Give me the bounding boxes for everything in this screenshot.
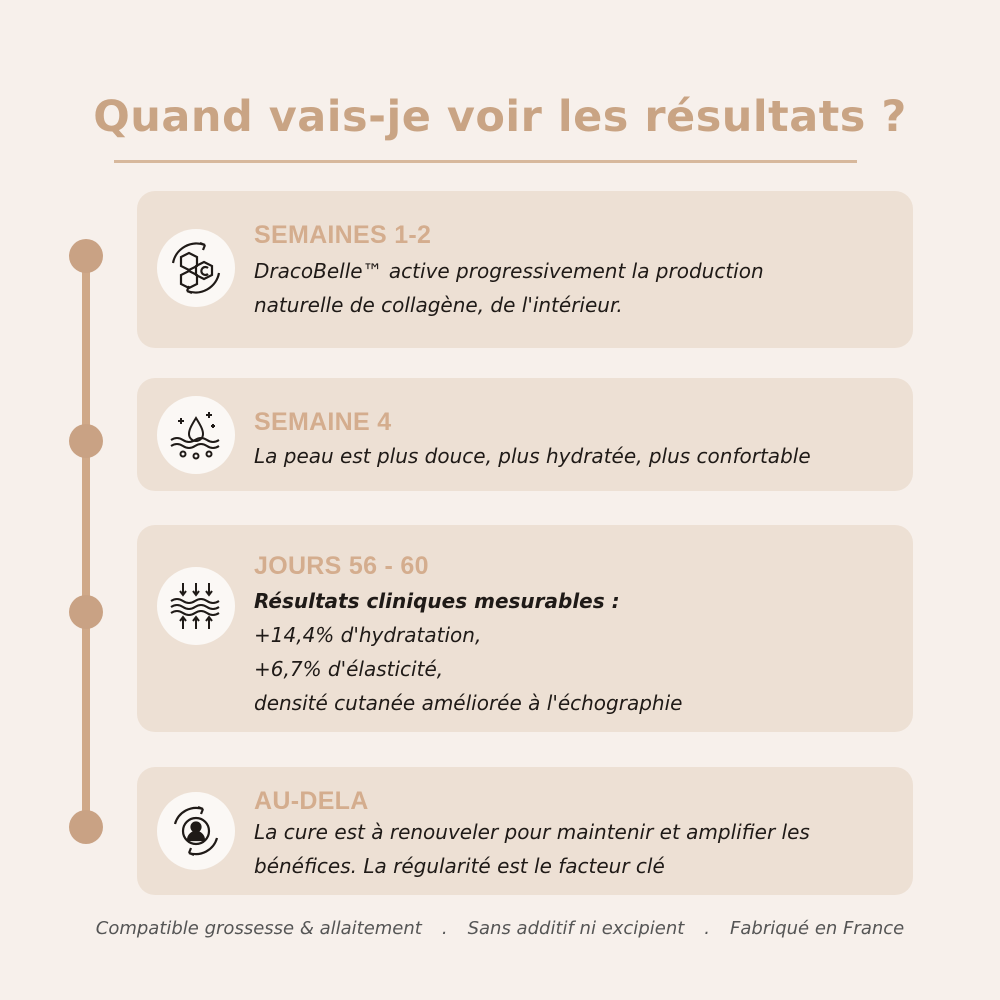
collagen-molecule-icon [157,229,235,307]
card-heading: SEMAINES 1-2 [254,221,432,249]
skin-density-icon [157,567,235,645]
timeline-dot [69,810,103,844]
card-heading: JOURS 56 - 60 [254,552,429,580]
card-heading: SEMAINE 4 [254,408,392,436]
timeline-card-beyond [137,767,913,895]
card-text: La peau est plus douce, plus hydratée, plus confortable [254,444,811,468]
timeline-dot [69,595,103,629]
skin-hydration-icon [157,396,235,474]
card-text: Résultats cliniques mesurables : +14,4% d'hydratation, +6,7% d'élasticité, densité cutanée améliorée à l'échographie [254,589,683,715]
timeline-card-week-4 [137,378,913,491]
card-text: La cure est à renouveler pour maintenir et amplifier les bénéfices. La régularité est le facteur clé [254,820,810,878]
timeline-dot [69,424,103,458]
page-title: Quand vais-je voir les résultats ? [93,92,907,142]
card-text: DracoBelle™ active progressivement la production naturelle de collagène, de l'intérieur. [254,259,764,317]
footer-item: Fabriqué en France [730,918,905,939]
footer-item: Compatible grossesse & allaitement [95,918,422,939]
timeline-dot [69,239,103,273]
timeline-line [82,254,90,828]
timeline-card-days-56-60 [137,525,913,732]
timeline-card-weeks-1-2 [137,191,913,348]
footer-claims [0,918,1000,939]
title-underline [114,160,857,163]
card-heading: AU-DELA [254,787,369,815]
footer-separator: . [441,918,448,939]
footer-item: Sans additif ni excipient [467,918,685,939]
footer-separator: . [704,918,711,939]
user-renewal-icon [157,792,235,870]
